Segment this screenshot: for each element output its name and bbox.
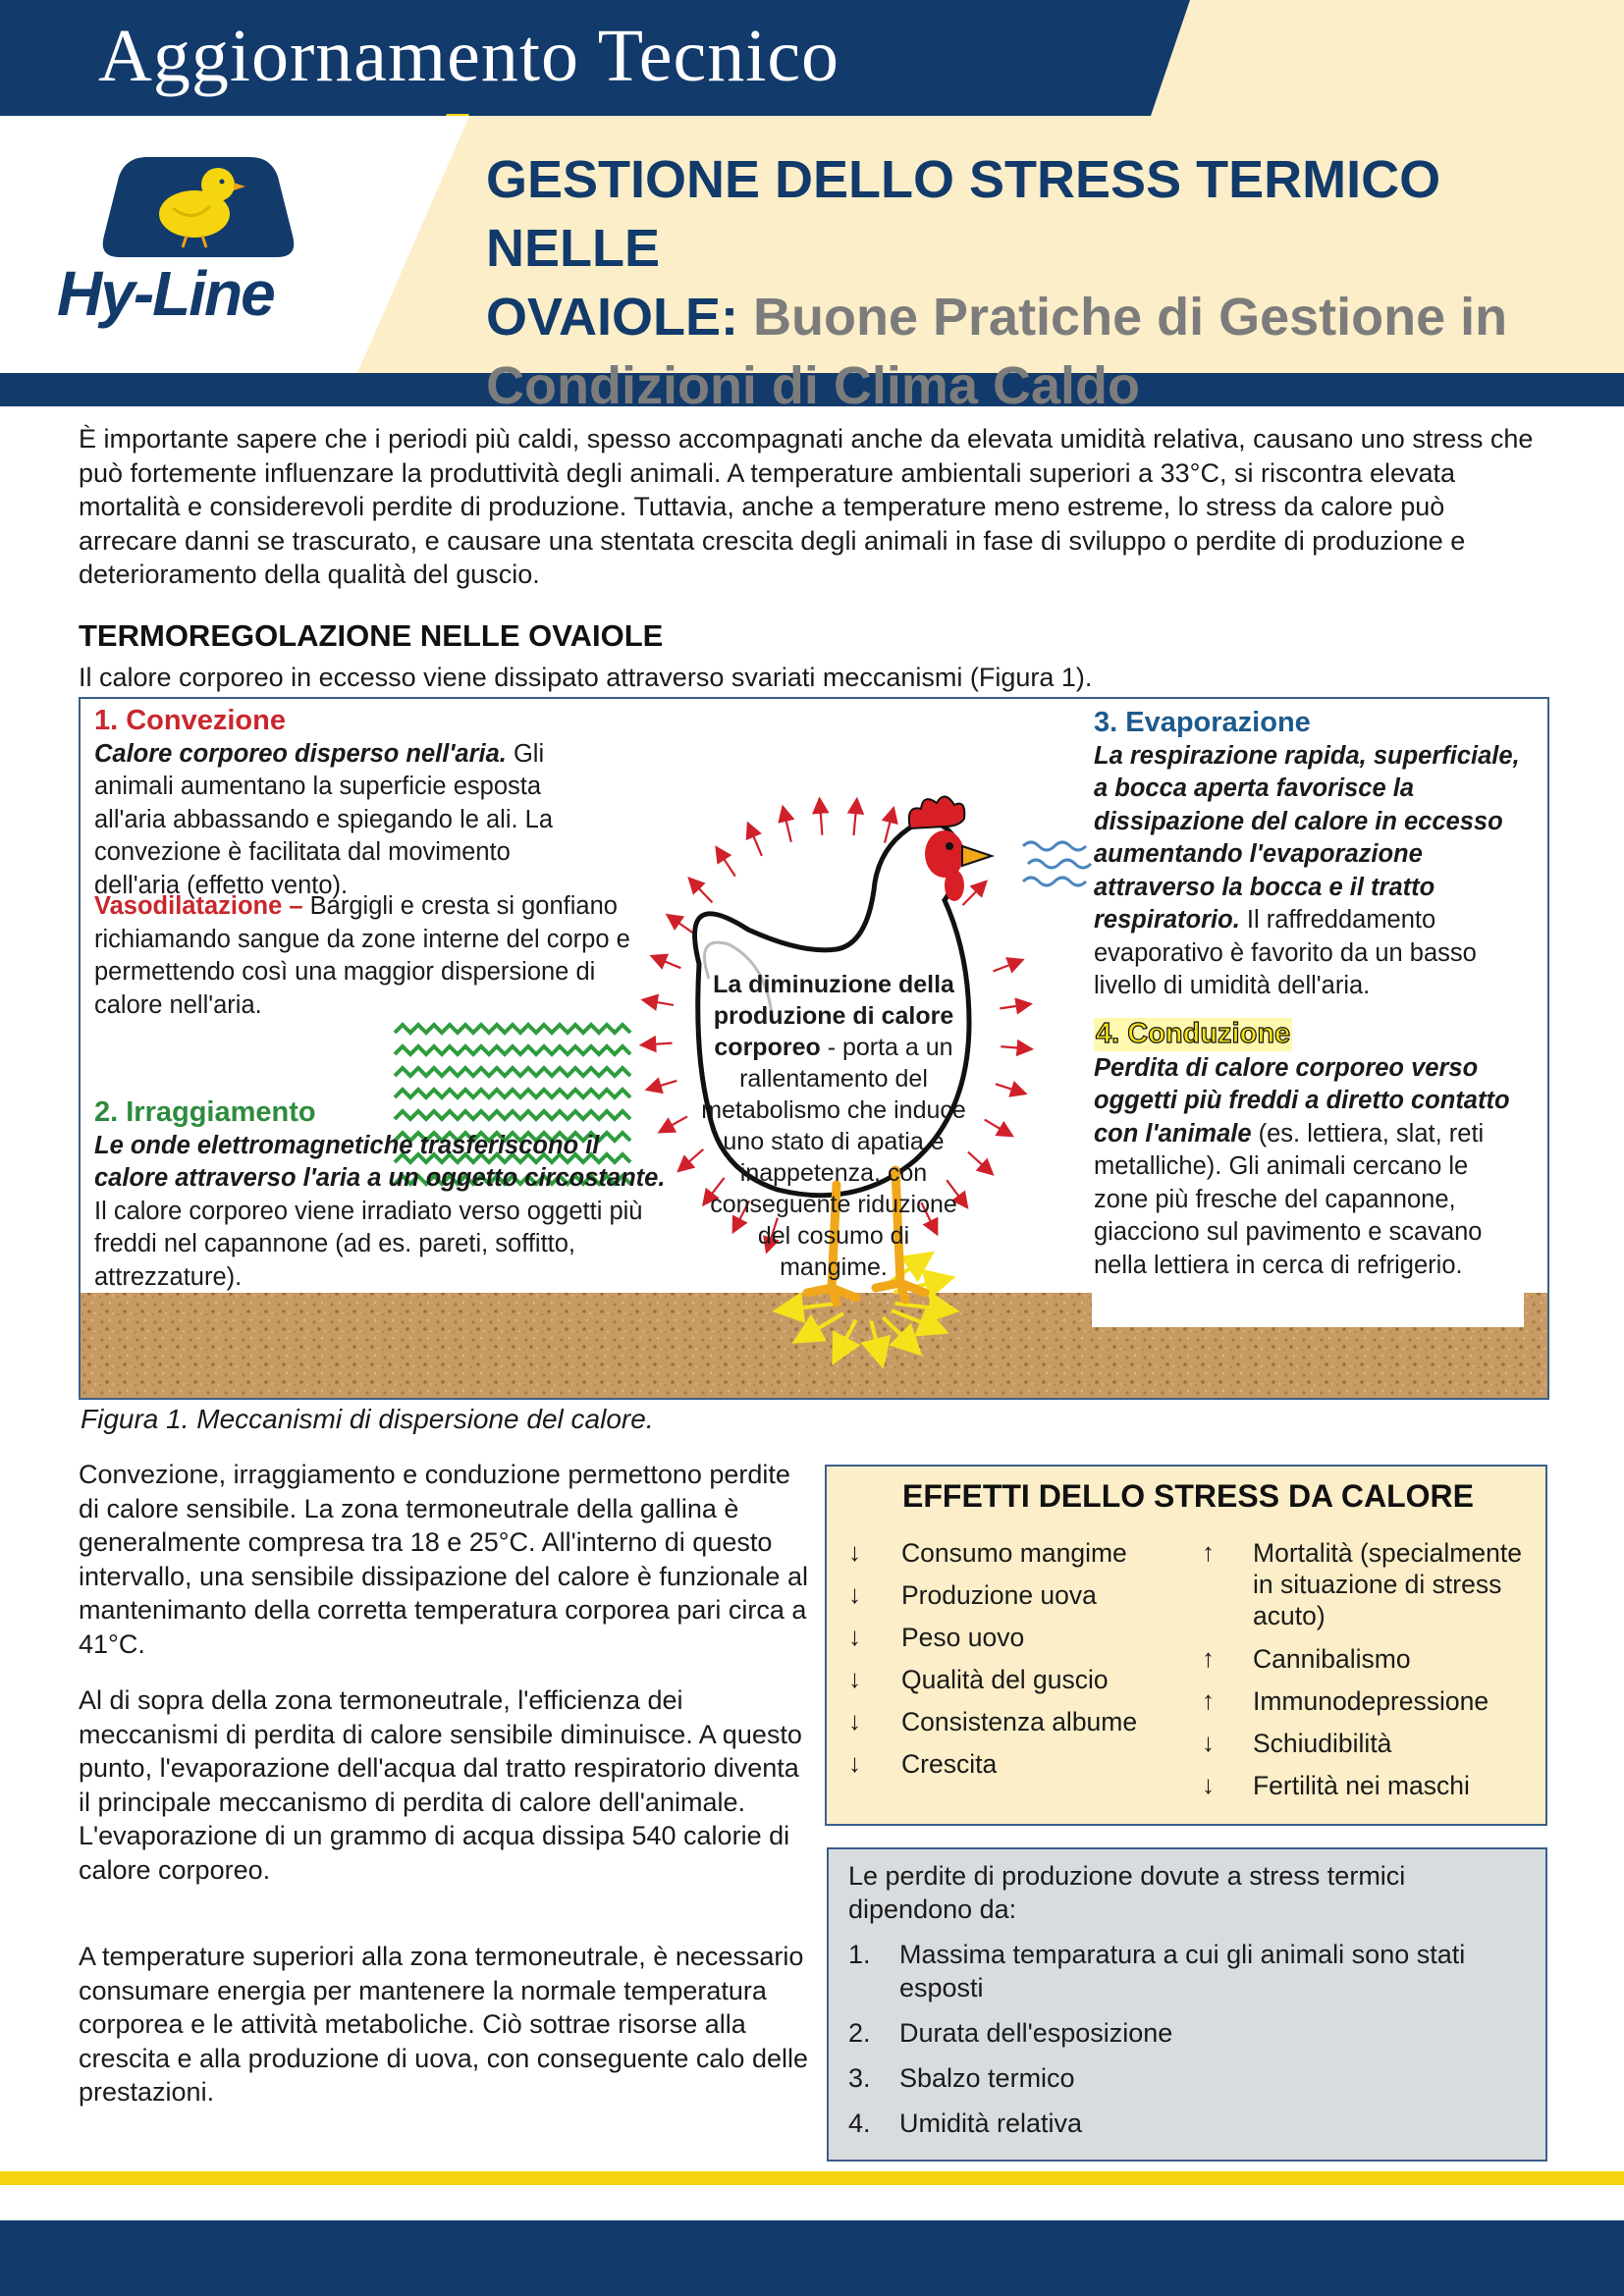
- brand-name: Hy-Line: [57, 258, 274, 329]
- loss-item: Umidità relativa: [899, 2109, 1083, 2138]
- conduction-text: (es. lettiera, slat, reti metalliche). Gli animali cercano le zone più fresche del capannone, giacciono sul pavimento e scavano nella lettiera in cerca di refrigerio.: [1094, 1119, 1485, 1279]
- effect-arrow-down-icon: ↓: [1202, 1770, 1215, 1799]
- effect-item: Consistenza albume: [901, 1707, 1138, 1736]
- effect-arrow-down-icon: ↓: [848, 1622, 861, 1651]
- effect-item: Fertilità nei maschi: [1253, 1771, 1470, 1800]
- effect-arrow-down-icon: ↓: [848, 1664, 861, 1693]
- effect-item: Cannibalismo: [1253, 1644, 1411, 1674]
- figure-heat-dissipation: [79, 697, 1549, 1400]
- effect-item: Immunodepressione: [1253, 1686, 1489, 1716]
- effect-arrow-down-icon: ↓: [848, 1579, 861, 1609]
- figure-caption: Figura 1. Meccanismi di dispersione del calore.: [81, 1404, 654, 1434]
- section-lead: Il calore corporeo in eccesso viene dissipato attraverso svariati meccanismi (Figura 1).: [79, 663, 1093, 692]
- effect-item: Crescita: [901, 1749, 998, 1779]
- effect-item: Peso uovo: [901, 1623, 1025, 1652]
- loss-number: 3.: [848, 2063, 871, 2093]
- vasodilation-text: Bargigli e cresta si gonfiano richiamando sangue da zone interne del corpo e permettendo così una maggior dispersione di calore nell'aria.: [94, 892, 630, 1019]
- conduction-bold: Perdita di calore corporeo verso oggetti più freddi a diretto contatto con l'animale: [1094, 1053, 1510, 1148]
- effect-item: Mortalità (specialmente in situazione di stress acuto): [1253, 1538, 1522, 1630]
- metabolism-block: [701, 969, 966, 1283]
- loss-number: 1.: [848, 1940, 871, 1969]
- effect-arrow-down-icon: ↓: [848, 1537, 861, 1567]
- radiation-bold: Le onde elettromagnetiche trasferiscono il calore attraverso l'aria a un oggetto circostante.: [94, 1131, 666, 1192]
- evaporation-text: Il raffreddamento evaporativo è favorito da un basso livello di umidità dell'aria.: [1094, 906, 1477, 999]
- loss-number: 2.: [848, 2018, 871, 2048]
- loss-item: Sbalzo termico: [899, 2063, 1075, 2093]
- document-headline: [486, 145, 1576, 420]
- effect-item: Schiudibilità: [1253, 1729, 1392, 1758]
- convection-text: Gli animali aumentano la superficie esposta all'aria abbassando e spiegando le ali. La convezione è facilitata dal movimento dell'aria (effetto vento).: [94, 739, 554, 899]
- section-title: TERMOREGOLAZIONE NELLE OVAIOLE: [79, 618, 664, 653]
- body-paragraph-2: Al di sopra della zona termoneutrale, l'efficienza dei meccanismi di perdita di calore sensibile diminuisce. A questo punto, l'evaporazione dell'acqua dal tratto respiratorio diventa il principale meccanismo di perdita di calore dell'animale. L'evaporazione di un grammo di acqua dissipa 540 calorie di calore corporeo.: [79, 1685, 802, 1885]
- effect-arrow-down-icon: ↓: [1202, 1728, 1215, 1757]
- radiation-text: Il calore corporeo viene irradiato verso oggetti più freddi nel capannone (ad es. pareti, soffitto, attrezzature).: [94, 1197, 643, 1291]
- body-paragraph-1: Convezione, irraggiamento e conduzione permettono perdite di calore sensibile. La zona termoneutrale della gallina è generalmente compresa tra 18 e 25°C. All'interno di questo intervallo, una sensibile dissipazione del calore è funzionale al mantenimanto della corretta temperatura corporea pari circa a 41°C.: [79, 1460, 808, 1659]
- hy-line-logo: [103, 157, 295, 257]
- conduction-heading: 4. Conduzione: [1096, 1018, 1291, 1049]
- effect-arrow-down-icon: ↓: [848, 1748, 861, 1778]
- footer-bar: [0, 2220, 1624, 2296]
- headline-sub-line2: Condizioni di Clima Caldo: [486, 356, 1140, 415]
- loss-item: Durata dell'esposizione: [899, 2018, 1173, 2048]
- footer-yellow-stripe: [0, 2171, 1624, 2185]
- effect-item: Consumo mangime: [901, 1538, 1127, 1568]
- effect-arrow-up-icon: ↑: [1202, 1537, 1215, 1567]
- evaporation-heading: 3. Evaporazione: [1094, 707, 1311, 738]
- metabolism-text: - porta a un rallentamento del metabolismo che induce uno stato di apatia e inappetenza, con conseguente riduzione del cosumo di mangime.: [701, 1034, 966, 1281]
- effect-arrow-up-icon: ↑: [1202, 1643, 1215, 1673]
- heat-stress-effects-box: [825, 1465, 1547, 1826]
- vasodilation-heading: Vasodilatazione –: [94, 892, 303, 920]
- radiation-heading: 2. Irraggiamento: [94, 1096, 316, 1128]
- headline-main-line1: GESTIONE DELLO STRESS TERMICO NELLE: [486, 150, 1441, 278]
- loss-item: Massima temparatura a cui gli animali sono stati esposti: [899, 1940, 1466, 2002]
- effects-title: EFFETTI DELLO STRESS DA CALORE: [902, 1478, 1474, 1514]
- convection-block: [94, 705, 566, 902]
- convection-bold: Calore corporeo disperso nell'aria.: [94, 739, 507, 768]
- metabolism-bold: La diminuzione della produzione di calore corporeo: [713, 971, 954, 1061]
- headline-sub-line1: Buone Pratiche di Gestione in: [738, 288, 1508, 347]
- loss-number: 4.: [848, 2109, 871, 2138]
- intro-paragraph: È importante sapere che i periodi più caldi, spesso accompagnati anche da elevata umidità relativa, causano uno stress che può fortemente influenzare la produttività degli animali. A temperature ambientali superiori a 33°C, si riscontra elevata mortalità e considerevoli perdite di produzione. Tuttavia, anche a temperature meno estreme, lo stress da calore può arrecare danni se trascurato, e causare una stentata crescita degli animali in fase di sviluppo o perdite di produzione e deterioramento della qualità del guscio.: [79, 424, 1534, 590]
- evaporation-block: [1094, 707, 1526, 1003]
- evaporation-bold: La respirazione rapida, superficiale, a bocca aperta favorisce la dissipazione del calore in eccesso aumentando l'evaporazione attraverso la bocca e il tratto respiratorio.: [1094, 741, 1520, 934]
- body-paragraph-3: A temperature superiori alla zona termoneutrale, è necessario consumare energia per mantenere la normale temperatura corporea e le attività metaboliche. Ciò sottrae risorse alla crescita e alla produzione di uova, con conseguente calo delle prestazioni.: [79, 1942, 808, 2108]
- effect-item: Produzione uova: [901, 1580, 1097, 1610]
- headline-main-line2: OVAIOLE:: [486, 288, 739, 347]
- production-losses-box: [827, 1847, 1547, 2162]
- convection-heading: 1. Convezione: [94, 705, 286, 736]
- vasodilation-block: [94, 890, 644, 1022]
- conduction-block: [1094, 1018, 1526, 1282]
- radiation-block: [94, 1096, 674, 1294]
- evaporation-waves: [1023, 842, 1091, 885]
- effect-arrow-up-icon: ↑: [1202, 1685, 1215, 1715]
- losses-intro: Le perdite di produzione dovute a stress termici dipendono da:: [848, 1861, 1406, 1924]
- effect-arrow-down-icon: ↓: [848, 1706, 861, 1735]
- effect-item: Qualità del guscio: [901, 1665, 1109, 1694]
- banner-title: Aggiornamento Tecnico: [98, 15, 840, 97]
